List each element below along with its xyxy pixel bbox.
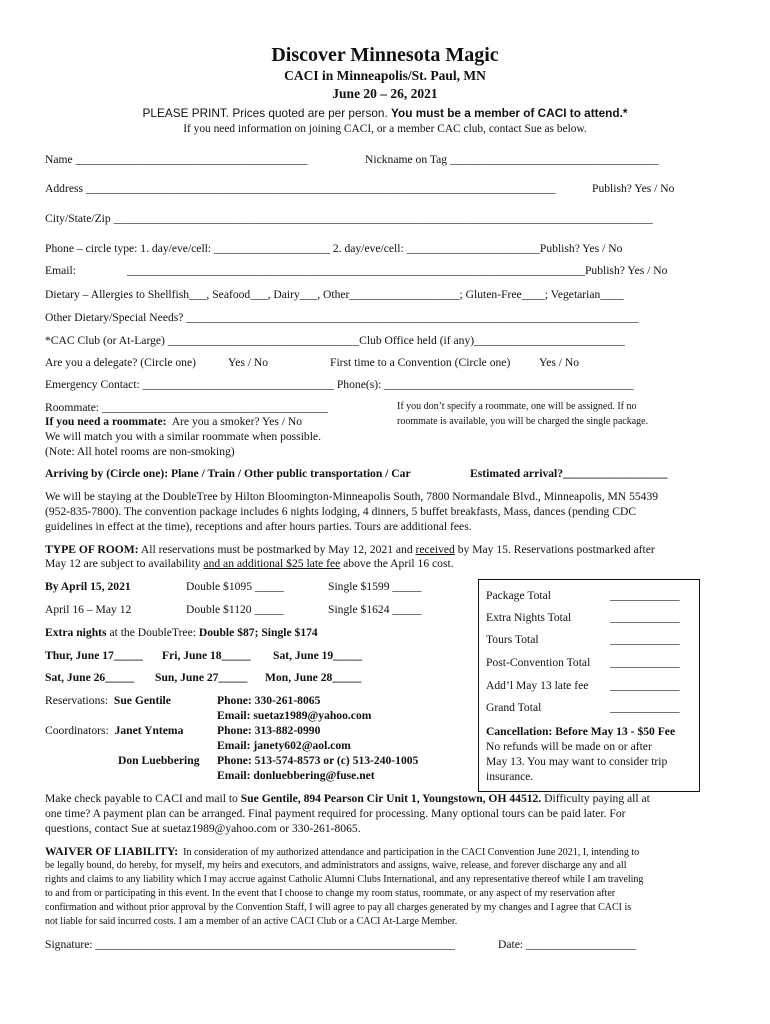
post-convention-total-field[interactable]: ____________ [610, 656, 680, 669]
night-thu-june-17[interactable]: Thur, June 17_____ [45, 649, 143, 662]
page-title: Discover Minnesota Magic [271, 44, 499, 66]
price-double-1[interactable]: Double $1095 _____ [186, 580, 284, 593]
event-dates: June 20 – 26, 2021 [332, 86, 438, 101]
delegate-question: Are you a delegate? (Circle one) [45, 356, 196, 369]
night-sat-june-19[interactable]: Sat, June 19_____ [273, 649, 363, 662]
package-total-field[interactable]: ____________ [610, 589, 680, 602]
coordinator-1-email: Email: janety602@aol.com [217, 739, 351, 752]
late-fee-field[interactable]: ____________ [610, 679, 680, 692]
arriving-by[interactable]: Arriving by (Circle one): Plane / Train / Other public transportation / Car [45, 467, 411, 480]
reservations-phone: Phone: 330-261-8065 [217, 694, 321, 707]
hotel-line-2: (952-835-7800). The convention package includes 6 nights lodging, 4 dinners, 5 buffet breakfasts, Mass, dances (pending CDC [45, 505, 637, 518]
roommate-assign-note-2: roommate is available, you will be charged the single package. [397, 416, 649, 427]
coordinator-2-email: Email: donluebbering@fuse.net [217, 769, 375, 782]
extra-nights: Extra nights at the DoubleTree: Double $87; Single $174 [45, 626, 318, 639]
smoker-question[interactable]: Are you a smoker? Yes / No [171, 415, 303, 428]
print-notice: PLEASE PRINT. Prices quoted are per person. You must be a member of CACI to attend.* [142, 106, 628, 120]
phone-field[interactable]: Phone – circle type: 1. day/eve/cell: ____________________ 2. day/eve/cell: _______________________Publish? Yes / No [45, 242, 623, 255]
room-type-line-2: May 12 are subject to availability and an additional $25 late fee above the April 16 cost. [45, 557, 454, 570]
club-field[interactable]: *CAC Club (or At-Large) _________________________________Club Office held (if any)__________________________ [45, 334, 625, 347]
estimated-arrival[interactable]: Estimated arrival?__________________ [470, 467, 668, 480]
dietary-field[interactable]: Dietary – Allergies to Shellfish___, Seafood___, Dairy___, Other___________________; Gluten-Free____; Vegetarian____ [45, 288, 624, 301]
price-period-1: By April 15, 2021 [45, 580, 131, 593]
waiver-line-6: not liable for said incurred costs. I am a member of an active CACI Club or a CACI At-Large Member. [45, 916, 458, 927]
price-double-2[interactable]: Double $1120 _____ [186, 603, 284, 616]
night-fri-june-18[interactable]: Fri, June 18_____ [162, 649, 251, 662]
waiver-line-3: rights and claims to any liability which I may accrue against Catholic Alumni Clubs International, and any representative thereof while I am traveling [45, 874, 644, 885]
cancellation-line-2: May 13. You may want to consider trip [486, 755, 668, 768]
cancellation-title: Cancellation: Before May 13 - $50 Fee [486, 725, 676, 738]
payment-line-1: Make check payable to CACI and mail to Sue Gentile, 894 Pearson Cir Unit 1, Youngstown, OH 44512. Difficulty paying all at [45, 792, 650, 805]
hotel-line-1: We will be staying at the DoubleTree by Hilton Bloomington-Minneapolis South, 7800 Normandale Blvd., Minneapolis, MN 55439 [45, 490, 659, 503]
cancellation-line-3: insurance. [486, 770, 534, 783]
other-dietary-field[interactable]: Other Dietary/Special Needs? ______________________________________________________________________________ [45, 311, 639, 324]
first-time-question: First time to a Convention (Circle one) [330, 356, 511, 369]
price-period-2: April 16 – May 12 [45, 603, 132, 616]
post-convention-total-label: Post-Convention Total [486, 656, 591, 669]
date-field[interactable]: Date: ___________________ [498, 938, 637, 951]
room-type-line-1: TYPE OF ROOM: All reservations must be postmarked by May 12, 2021 and received by May 15. Reservations postmarked after [45, 543, 655, 556]
hotel-non-smoking-note: (Note: All hotel rooms are non-smoking) [45, 445, 235, 458]
night-sun-june-27[interactable]: Sun, June 27_____ [155, 671, 248, 684]
roommate-assign-note-1: If you don’t specify a roommate, one will be assigned. If no [397, 401, 637, 412]
roommate-field[interactable]: Roommate: _______________________________________ [45, 401, 329, 414]
cancellation-line-1: No refunds will be made on or after [486, 740, 652, 753]
price-single-2[interactable]: Single $1624 _____ [328, 603, 422, 616]
email-field[interactable]: _______________________________________________________________________________Publish? Yes / No [127, 264, 668, 277]
waiver-line-1: WAIVER OF LIABILITY: In consideration of my authorized attendance and participation in the CACI Convention June 2021, I, intending to [45, 845, 640, 858]
grand-total-field[interactable]: ____________ [610, 701, 680, 714]
first-time-options[interactable]: Yes / No [539, 356, 580, 369]
waiver-line-2: be legally bound, do hereby, for myself, my heirs and executors, and administrators and assigns, waive, release, and forever discharge any and all [45, 860, 627, 871]
payment-line-3: questions, contact Sue at suetaz1989@yahoo.com or 330-261-8065. [45, 822, 361, 835]
waiver-line-4: to and from or participating in this event. In the event that I choose to change my room status, roommate, or any aspect of my reservation after [45, 888, 616, 899]
member-notice: You must be a member of CACI to attend.* [391, 106, 628, 120]
coordinator-2-phone: Phone: 513-574-8573 or (c) 513-240-1005 [217, 754, 419, 767]
night-sat-june-26[interactable]: Sat, June 26_____ [45, 671, 135, 684]
info-line: If you need information on joining CACI, or a member CAC club, contact Sue as below. [183, 123, 587, 135]
late-fee-label: Add’l May 13 late fee [486, 679, 589, 692]
delegate-options[interactable]: Yes / No [228, 356, 269, 369]
extra-nights-total-label: Extra Nights Total [486, 611, 572, 624]
address-publish[interactable]: Publish? Yes / No [592, 182, 675, 195]
price-single-1[interactable]: Single $1599 _____ [328, 580, 422, 593]
payment-line-2: one time? A payment plan can be arranged. Final payment required for processing. Many optional tours can be paid later. For [45, 807, 626, 820]
coordinator-1-phone: Phone: 313-882-0990 [217, 724, 321, 737]
emergency-contact-field[interactable]: Emergency Contact: _________________________________ Phone(s): ___________________________________________ [45, 378, 634, 391]
hotel-line-3: guidelines in effect at the time), receptions and after hours parties. Tours are additional fees. [45, 520, 472, 533]
page-subtitle: CACI in Minneapolis/St. Paul, MN [284, 68, 486, 83]
package-total-label: Package Total [486, 589, 551, 602]
night-mon-june-28[interactable]: Mon, June 28_____ [265, 671, 362, 684]
reservations-label: Reservations: Sue Gentile [45, 694, 171, 707]
need-roommate-line: If you need a roommate: Are you a smoker? Yes / No [45, 415, 303, 428]
coordinators-label: Coordinators: Janet Yntema [45, 724, 184, 737]
city-field[interactable]: City/State/Zip _____________________________________________________________________________________________ [45, 212, 653, 225]
nickname-field[interactable]: Nickname on Tag ____________________________________ [365, 153, 659, 166]
name-field[interactable]: Name ________________________________________ [45, 153, 308, 166]
waiver-line-5: confirmation and without prior approval by the Convention Staff, I will agree to pay all charges generated by my changes and I agree that CACI is [45, 902, 632, 913]
address-field[interactable]: Address _________________________________________________________________________________ [45, 182, 556, 195]
tours-total-label: Tours Total [486, 633, 539, 646]
roommate-match-note: We will match you with a similar roommate when possible. [45, 430, 321, 443]
tours-total-field[interactable]: ____________ [610, 633, 680, 646]
mailing-address: Sue Gentile, 894 Pearson Cir Unit 1, Youngstown, OH 44512. [240, 792, 542, 805]
extra-nights-total-field[interactable]: ____________ [610, 611, 680, 624]
coordinator-2-name: Don Luebbering [118, 754, 200, 767]
signature-field[interactable]: Signature: ______________________________________________________________ [45, 938, 455, 951]
grand-total-label: Grand Total [486, 701, 542, 714]
email-label: Email: [45, 264, 76, 277]
reservations-email: Email: suetaz1989@yahoo.com [217, 709, 372, 722]
